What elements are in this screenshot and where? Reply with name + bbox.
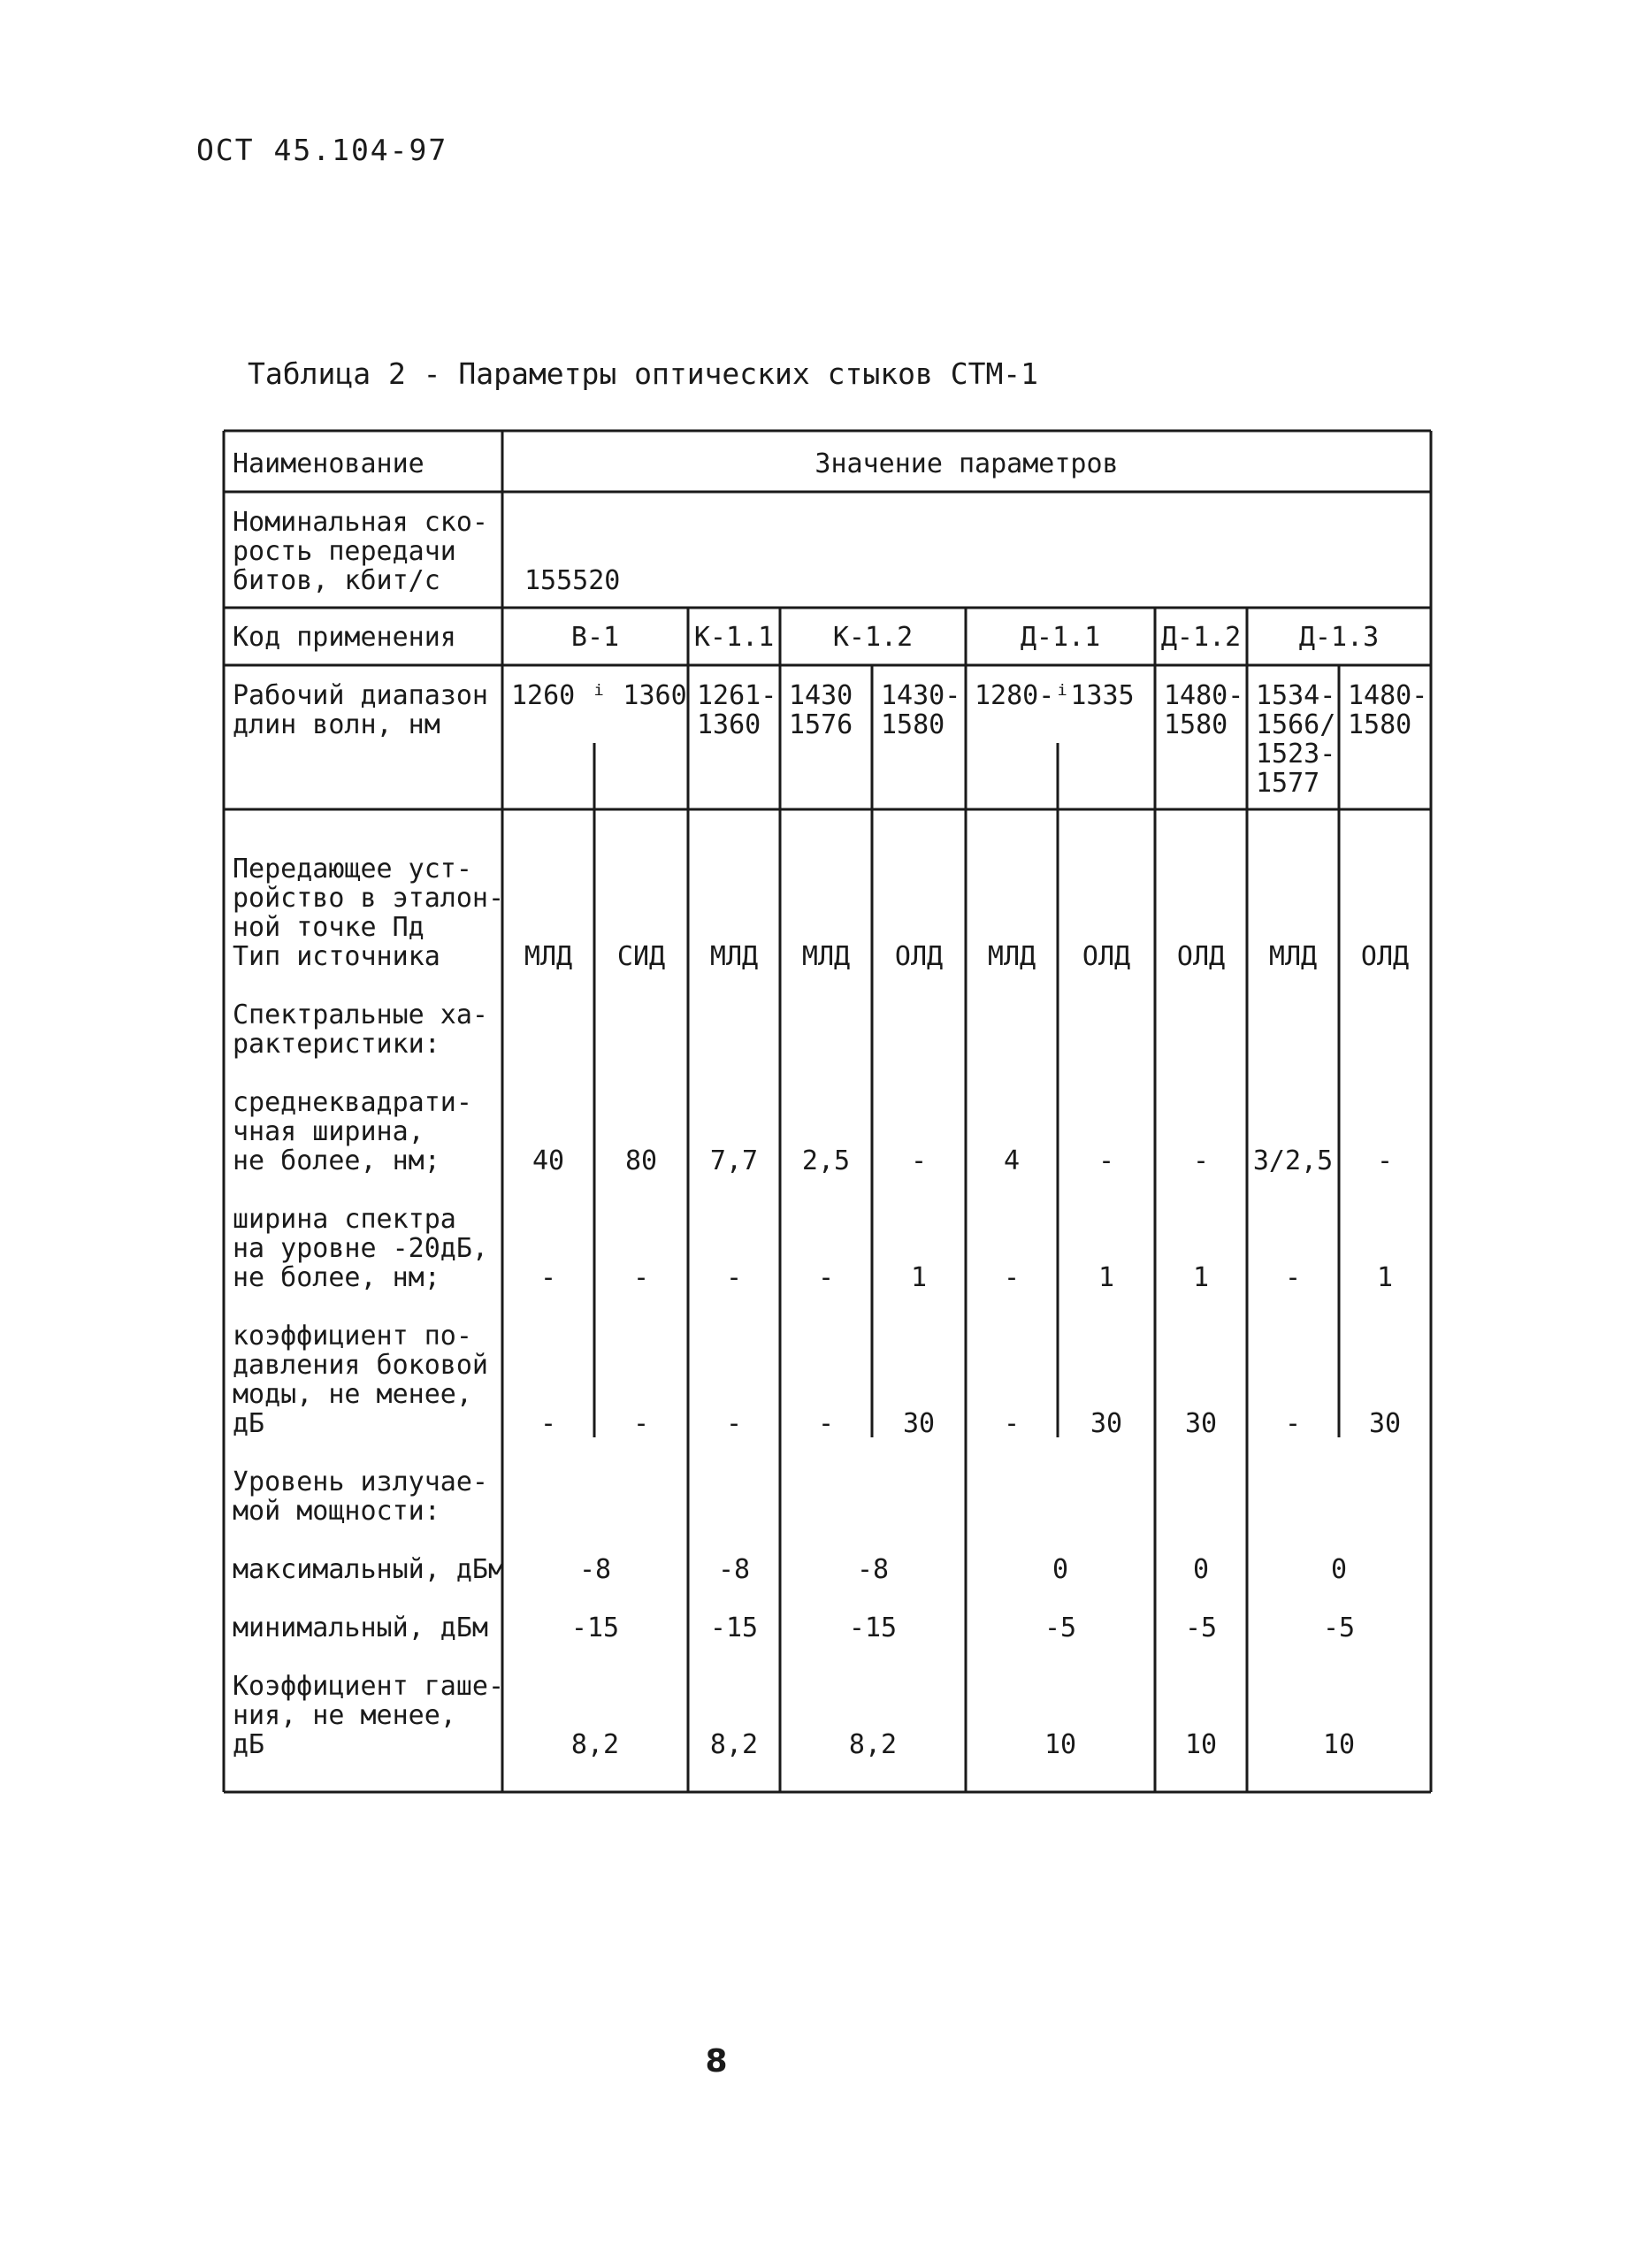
transmitter-label: ройство в эталон- [233, 883, 505, 914]
width-20db-value: - [1003, 1262, 1021, 1293]
page-number: 8 [705, 2043, 728, 2080]
wavelength-d13a: 1577 [1256, 768, 1320, 799]
power-min-value: -5 [1044, 1612, 1077, 1643]
power-level-label: мой мощности: [233, 1496, 440, 1527]
wavelength-d13b: 1480- [1348, 680, 1428, 711]
width-20db-value: 1 [910, 1262, 928, 1293]
width-20db-label: ширина спектра [233, 1204, 456, 1235]
wavelength-d13a: 1523- [1256, 739, 1336, 770]
bitrate-label: Номинальная ско- [233, 507, 488, 538]
smsr-value: - [1284, 1408, 1302, 1439]
wavelength-d13b: 1580 [1348, 709, 1412, 740]
wavelength-d12: 1580 [1164, 709, 1228, 740]
smsr-label: дБ [233, 1408, 265, 1439]
width-20db-value: - [725, 1262, 743, 1293]
smsr-value: - [632, 1408, 650, 1439]
power-min-value: -15 [709, 1612, 759, 1643]
wavelength-k12a: 1430 [789, 680, 853, 711]
bitrate-label: битов, кбит/с [233, 565, 440, 596]
table-caption: Таблица 2 - Параметры оптических стыков СТМ-1 [248, 356, 1039, 391]
rms-width-value: 3/2,5 [1252, 1145, 1334, 1176]
wavelength-b1: 1260 ⁱ 1360 [511, 680, 687, 711]
wavelength-d11: 1280-ⁱ1335 [975, 680, 1135, 711]
smsr-value: 30 [902, 1408, 936, 1439]
rms-width-value: - [1376, 1145, 1394, 1176]
transmitter-label: Передающее уст- [233, 854, 472, 885]
source-type: МЛД [987, 941, 1036, 972]
extinction-label: Коэффициент гаше- [233, 1671, 505, 1702]
rms-width-value: - [1192, 1145, 1210, 1176]
width-20db-value: 1 [1376, 1262, 1394, 1293]
power-min-value: -5 [1184, 1612, 1218, 1643]
source-type: ОЛД [894, 941, 944, 972]
wavelength-k12b: 1580 [881, 709, 945, 740]
smsr-value: - [725, 1408, 743, 1439]
spectral-label: Спектральные ха- [233, 1000, 488, 1030]
wavelength-k11: 1261- [697, 680, 777, 711]
source-type: ОЛД [1082, 941, 1131, 972]
wavelength-k11: 1360 [697, 709, 761, 740]
width-20db-value: - [539, 1262, 557, 1293]
app-code: К-1.2 [832, 622, 914, 653]
power-min-value: -15 [848, 1612, 898, 1643]
app-code: Д-1.2 [1160, 622, 1242, 653]
rms-width-value: - [1098, 1145, 1115, 1176]
rms-width-label: среднеквадрати- [233, 1087, 472, 1118]
source-type: ОЛД [1360, 941, 1410, 972]
smsr-value: - [1003, 1408, 1021, 1439]
spectral-label: рактеристики: [233, 1029, 440, 1060]
wavelength-d12: 1480- [1164, 680, 1244, 711]
wavelength-d13a: 1566/ [1256, 709, 1336, 740]
power-min-value: -5 [1322, 1612, 1356, 1643]
extinction-value: 8,2 [709, 1729, 759, 1760]
transmitter-label: ной точке Пд [233, 912, 424, 943]
wavelength-label: Рабочий диапазон [233, 680, 488, 711]
width-20db-label: не более, нм; [233, 1262, 440, 1293]
width-20db-value: - [1284, 1262, 1302, 1293]
smsr-label: давления боковой [233, 1350, 488, 1381]
document-code: ОСТ 45.104-97 [196, 133, 448, 167]
width-20db-label: на уровне -20дБ, [233, 1233, 488, 1264]
wavelength-d13a: 1534- [1256, 680, 1336, 711]
header-name-cell: Наименование [233, 448, 424, 479]
extinction-label: дБ [233, 1729, 265, 1760]
power-max-label: максимальный, дБм [233, 1554, 505, 1585]
rms-width-value: 4 [1003, 1145, 1021, 1176]
rms-width-value: 2,5 [801, 1145, 851, 1176]
power-max-value: -8 [578, 1554, 612, 1585]
source-type: ОЛД [1176, 941, 1226, 972]
smsr-value: 30 [1184, 1408, 1218, 1439]
header-values-cell: Значение параметров [815, 448, 1119, 479]
wavelength-k12b: 1430- [881, 680, 961, 711]
power-level-label: Уровень излучае- [233, 1467, 488, 1498]
app-code-label: Код применения [233, 622, 456, 653]
wavelength-label: длин волн, нм [233, 709, 440, 740]
power-max-value: 0 [1192, 1554, 1210, 1585]
source-type: МЛД [801, 941, 851, 972]
rms-width-label: чная ширина, [233, 1116, 424, 1147]
rms-width-value: - [910, 1145, 928, 1176]
app-code: Д-1.3 [1298, 622, 1380, 653]
rms-width-label: не более, нм; [233, 1145, 440, 1176]
width-20db-value: 1 [1098, 1262, 1115, 1293]
source-type: СИД [616, 941, 666, 972]
width-20db-value: - [817, 1262, 835, 1293]
source-type: МЛД [1268, 941, 1318, 972]
width-20db-value: - [632, 1262, 650, 1293]
app-code: В-1 [570, 622, 620, 653]
wavelength-k12a: 1576 [789, 709, 853, 740]
extinction-value: 8,2 [570, 1729, 620, 1760]
power-min-label: минимальный, дБм [233, 1612, 488, 1643]
source-type: МЛД [709, 941, 759, 972]
power-max-value: -8 [717, 1554, 751, 1585]
bitrate-value: 155520 [524, 565, 621, 596]
width-20db-value: 1 [1192, 1262, 1210, 1293]
transmitter-label: Тип источника [233, 941, 440, 972]
extinction-value: 10 [1044, 1729, 1077, 1760]
smsr-value: 30 [1090, 1408, 1123, 1439]
power-max-value: 0 [1330, 1554, 1348, 1585]
extinction-value: 10 [1184, 1729, 1218, 1760]
app-code: Д-1.1 [1020, 622, 1101, 653]
smsr-label: коэффициент по- [233, 1321, 472, 1352]
power-max-value: 0 [1052, 1554, 1069, 1585]
extinction-value: 8,2 [848, 1729, 898, 1760]
rms-width-value: 40 [532, 1145, 565, 1176]
power-max-value: -8 [856, 1554, 890, 1585]
app-code: К-1.1 [693, 622, 775, 653]
rms-width-value: 7,7 [709, 1145, 759, 1176]
source-type: МЛД [524, 941, 573, 972]
smsr-value: 30 [1368, 1408, 1402, 1439]
extinction-label: ния, не менее, [233, 1700, 456, 1731]
bitrate-label: рость передачи [233, 536, 456, 567]
power-min-value: -15 [570, 1612, 620, 1643]
table-text [233, 448, 1427, 1760]
extinction-value: 10 [1322, 1729, 1356, 1760]
smsr-value: - [539, 1408, 557, 1439]
rms-width-value: 80 [624, 1145, 658, 1176]
smsr-label: моды, не менее, [233, 1379, 472, 1410]
smsr-value: - [817, 1408, 835, 1439]
